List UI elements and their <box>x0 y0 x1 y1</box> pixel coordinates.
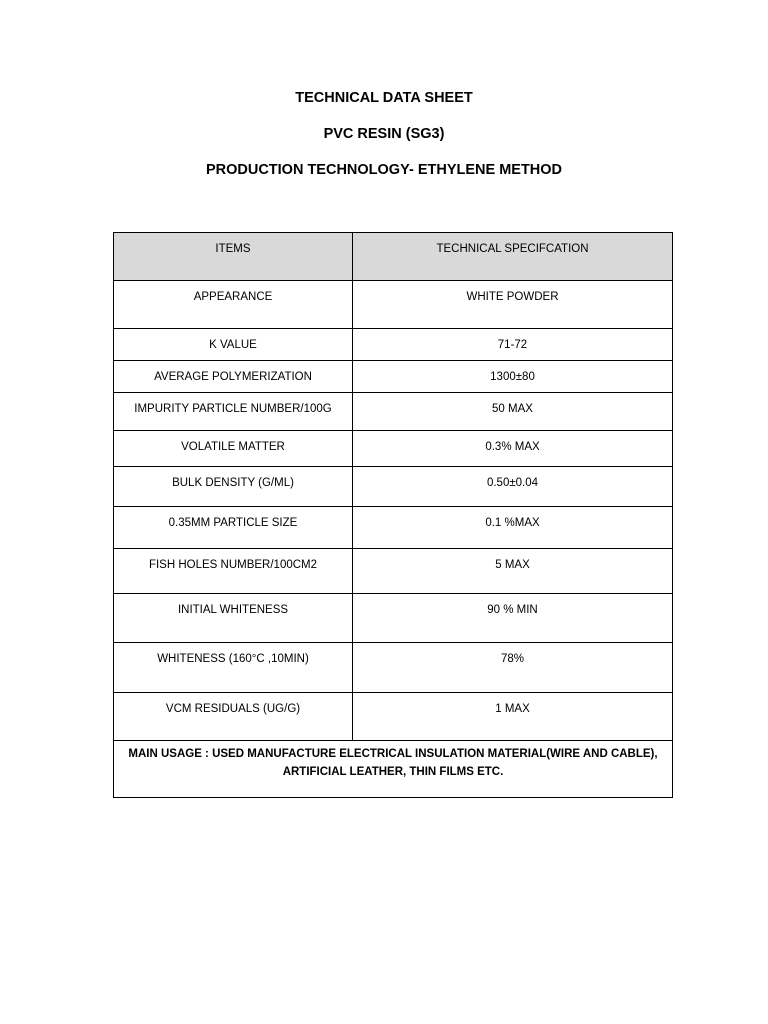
item-cell: IMPURITY PARTICLE NUMBER/100G <box>114 393 353 431</box>
table-row <box>114 431 673 467</box>
item-cell: AVERAGE POLYMERIZATION <box>114 361 353 393</box>
spec-cell: 90 % MIN <box>353 594 673 643</box>
item-cell: APPEARANCE <box>114 281 353 329</box>
spec-cell: 0.3% MAX <box>353 431 673 467</box>
main-usage-row <box>114 741 673 798</box>
table-row <box>114 281 673 329</box>
specification-table <box>113 232 673 798</box>
table-header-row <box>114 233 673 281</box>
product-name: PVC RESIN (SG3) <box>323 126 445 142</box>
table-row <box>114 393 673 431</box>
table-row <box>114 361 673 393</box>
table-row <box>114 467 673 507</box>
spec-cell: 71-72 <box>353 329 673 361</box>
spec-cell: 0.1 %MAX <box>353 507 673 549</box>
spec-cell: 1 MAX <box>353 693 673 741</box>
production-technology: PRODUCTION TECHNOLOGY- ETHYLENE METHOD <box>205 162 563 178</box>
spec-cell: 1300±80 <box>353 361 673 393</box>
table-row <box>114 693 673 741</box>
header-technical-specification: TECHNICAL SPECIFCATION <box>353 233 673 281</box>
spec-cell: 0.50±0.04 <box>353 467 673 507</box>
table-row <box>114 329 673 361</box>
table-row <box>114 507 673 549</box>
main-usage-text: MAIN USAGE : USED MANUFACTURE ELECTRICAL INSULATION MATERIAL(WIRE AND CABLE), ARTIFICIAL LEATHER, THIN FILMS ETC. <box>114 741 673 798</box>
document-title: TECHNICAL DATA SHEET <box>295 90 473 106</box>
table-row <box>114 594 673 643</box>
item-cell: INITIAL WHITENESS <box>114 594 353 643</box>
item-cell: FISH HOLES NUMBER/100CM2 <box>114 549 353 594</box>
spec-cell: WHITE POWDER <box>353 281 673 329</box>
spec-cell: 78% <box>353 643 673 693</box>
table-row <box>114 549 673 594</box>
spec-cell: 50 MAX <box>353 393 673 431</box>
item-cell: VCM RESIDUALS (UG/G) <box>114 693 353 741</box>
item-cell: K VALUE <box>114 329 353 361</box>
table-row <box>114 643 673 693</box>
spec-cell: 5 MAX <box>353 549 673 594</box>
item-cell: WHITENESS (160°C ,10MIN) <box>114 643 353 693</box>
item-cell: 0.35MM PARTICLE SIZE <box>114 507 353 549</box>
item-cell: VOLATILE MATTER <box>114 431 353 467</box>
item-cell: BULK DENSITY (G/ML) <box>114 467 353 507</box>
header-items: ITEMS <box>114 233 353 281</box>
